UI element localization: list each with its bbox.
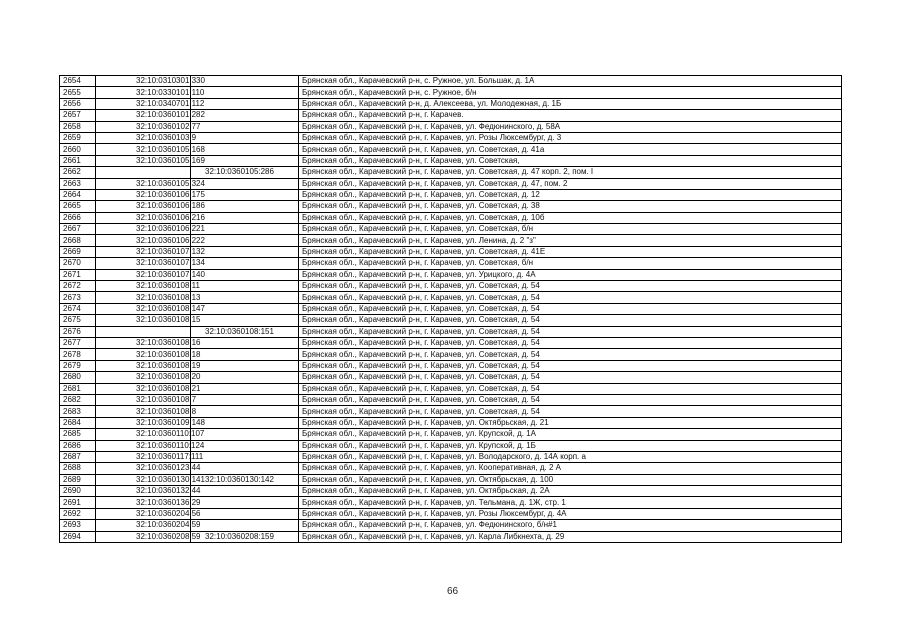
table-row: [60, 269, 842, 280]
linked-cadastral-number-cell: [191, 429, 299, 440]
address-cell: Брянская обл., Карачевский р-н, г. Карачев, ул. Советская, д. 54: [299, 383, 842, 394]
address-cell: Брянская обл., Карачевский р-н, г. Карачев, ул. Розы Люксембург, д. 4А: [299, 508, 842, 519]
row-number-cell: 2670: [60, 258, 96, 269]
linked-cadastral-number-cell: [191, 246, 299, 257]
table-row: [60, 110, 842, 121]
cadastral-number-cell: 32:10:0360106:221: [96, 224, 191, 235]
table-row: [60, 497, 842, 508]
linked-cadastral-number-cell: [191, 486, 299, 497]
cadastral-number-cell: 32:10:0360108:147: [96, 303, 191, 314]
row-number-cell: 2690: [60, 486, 96, 497]
row-number-cell: 2678: [60, 349, 96, 360]
address-cell: Брянская обл., Карачевский р-н, г. Карачев, ул. Советская, д. 54: [299, 394, 842, 405]
row-number-cell: 2673: [60, 292, 96, 303]
address-cell: Брянская обл., Карачевский р-н, г. Карачев, ул. Советская, д. 47, пом. 2: [299, 178, 842, 189]
row-number-cell: 2654: [60, 76, 96, 87]
table-row: [60, 429, 842, 440]
table-row: [60, 349, 842, 360]
address-cell: Брянская обл., Карачевский р-н, г. Карачев, ул. Советская, д. 54: [299, 326, 842, 337]
address-cell: Брянская обл., Карачевский р-н, г. Карачев, ул. Володарского, д. 14А корп. а: [299, 451, 842, 462]
address-cell: Брянская обл., Карачевский р-н, г. Карачев, ул. Советская, д. 54: [299, 315, 842, 326]
linked-cadastral-number-cell: [191, 383, 299, 394]
table-row: [60, 235, 842, 246]
cadastral-number-cell: 32:10:0360108:19: [96, 360, 191, 371]
table-row: [60, 189, 842, 200]
table-row: [60, 326, 842, 337]
linked-cadastral-number-cell: [191, 451, 299, 462]
linked-cadastral-number-cell: [191, 463, 299, 474]
cadastral-number-cell: 32:10:0360108:20: [96, 372, 191, 383]
linked-cadastral-number-cell: [191, 281, 299, 292]
table-row: [60, 155, 842, 166]
address-cell: Брянская обл., Карачевский р-н, г. Карачев, ул. Розы Люксембург, д. 3: [299, 132, 842, 143]
cadastral-number-cell: 32:10:0360136:29: [96, 497, 191, 508]
linked-cadastral-number-cell: [191, 132, 299, 143]
row-number-cell: 2691: [60, 497, 96, 508]
cadastral-number-cell: 32:10:0360107:140: [96, 269, 191, 280]
linked-cadastral-number-cell: [191, 224, 299, 235]
table-row: [60, 258, 842, 269]
address-cell: Брянская обл., Карачевский р-н, д. Алексеева, ул. Молодежная, д. 1Б: [299, 98, 842, 109]
row-number-cell: 2666: [60, 212, 96, 223]
table-row: [60, 394, 842, 405]
linked-cadastral-number-cell: [191, 406, 299, 417]
table-row: [60, 167, 842, 178]
linked-cadastral-number-cell: [191, 520, 299, 531]
table-row: [60, 303, 842, 314]
linked-cadastral-number-cell: [191, 98, 299, 109]
table-row: [60, 486, 842, 497]
row-number-cell: 2671: [60, 269, 96, 280]
cadastral-number-cell: 32:10:0360106:222: [96, 235, 191, 246]
cadastral-number-cell: 32:10:0340701:112: [96, 98, 191, 109]
row-number-cell: 2656: [60, 98, 96, 109]
cadastral-number-cell: 32:10:0360204:59: [96, 520, 191, 531]
linked-cadastral-number-cell: [191, 508, 299, 519]
cadastral-number-cell: 32:10:0360108:7: [96, 394, 191, 405]
linked-cadastral-number-cell: 32:10:0360108:151: [191, 326, 299, 337]
row-number-cell: 2693: [60, 520, 96, 531]
address-cell: Брянская обл., Карачевский р-н, г. Карачев, ул. Тельмана, д. 1Ж, стр. 1: [299, 497, 842, 508]
linked-cadastral-number-cell: 32:10:0360130:142: [191, 474, 299, 485]
row-number-cell: 2655: [60, 87, 96, 98]
linked-cadastral-number-cell: [191, 201, 299, 212]
table-row: [60, 474, 842, 485]
linked-cadastral-number-cell: [191, 178, 299, 189]
table-row: [60, 292, 842, 303]
address-cell: Брянская обл., Карачевский р-н, г. Карачев, ул. Советская, д. 41а: [299, 144, 842, 155]
row-number-cell: 2680: [60, 372, 96, 383]
address-cell: Брянская обл., Карачевский р-н, г. Карачев, ул. Советская, д. 54: [299, 292, 842, 303]
cadastral-number-cell: 32:10:0360110:124: [96, 440, 191, 451]
cadastral-number-cell: 32:10:0360109:148: [96, 417, 191, 428]
address-cell: Брянская обл., Карачевский р-н, г. Карачев, ул. Советская, д. 12: [299, 189, 842, 200]
cadastral-number-cell: 32:10:0360108:13: [96, 292, 191, 303]
address-cell: Брянская обл., Карачевский р-н, г. Карачев, ул. Советская, д. 47 корп. 2, пом. I: [299, 167, 842, 178]
row-number-cell: 2661: [60, 155, 96, 166]
cadastral-number-cell: [96, 167, 191, 178]
linked-cadastral-number-cell: [191, 372, 299, 383]
table-row: [60, 406, 842, 417]
row-number-cell: 2681: [60, 383, 96, 394]
row-number-cell: 2684: [60, 417, 96, 428]
table-row: [60, 337, 842, 348]
address-cell: Брянская обл., Карачевский р-н, г. Карачев, ул. Крупской, д. 1А: [299, 429, 842, 440]
address-cell: Брянская обл., Карачевский р-н, г. Карачев, ул. Крупской, д. 1Б: [299, 440, 842, 451]
cadastral-number-cell: 32:10:0360132:44: [96, 486, 191, 497]
table-body: [60, 76, 842, 543]
table-row: [60, 212, 842, 223]
cadastral-number-cell: 32:10:0360106:216: [96, 212, 191, 223]
row-number-cell: 2665: [60, 201, 96, 212]
linked-cadastral-number-cell: [191, 110, 299, 121]
address-cell: Брянская обл., Карачевский р-н, г. Карачев, ул. Советская,: [299, 155, 842, 166]
cadastral-number-cell: 32:10:0310301:330: [96, 76, 191, 87]
linked-cadastral-number-cell: [191, 189, 299, 200]
row-number-cell: 2675: [60, 315, 96, 326]
cadastral-number-cell: 32:10:0360108:21: [96, 383, 191, 394]
row-number-cell: 2668: [60, 235, 96, 246]
address-cell: Брянская обл., Карачевский р-н, г. Карачев, ул. Ленина, д. 2 "з": [299, 235, 842, 246]
linked-cadastral-number-cell: [191, 121, 299, 132]
address-cell: Брянская обл., Карачевский р-н, г. Карачев, ул. Советская, д. 54: [299, 303, 842, 314]
cadastral-number-cell: 32:10:0360108:8: [96, 406, 191, 417]
linked-cadastral-number-cell: [191, 315, 299, 326]
row-number-cell: 2674: [60, 303, 96, 314]
table-row: [60, 144, 842, 155]
address-cell: Брянская обл., Карачевский р-н, с. Ружное, ул. Большак, д. 1А: [299, 76, 842, 87]
address-cell: Брянская обл., Карачевский р-н, г. Карачев, ул. Советская, д. 54: [299, 372, 842, 383]
table-row: [60, 463, 842, 474]
address-cell: Брянская обл., Карачевский р-н, с. Ружное, б/н: [299, 87, 842, 98]
row-number-cell: 2682: [60, 394, 96, 405]
linked-cadastral-number-cell: [191, 292, 299, 303]
table-row: [60, 98, 842, 109]
cadastral-number-cell: 32:10:0360204:56: [96, 508, 191, 519]
row-number-cell: 2660: [60, 144, 96, 155]
property-table: [59, 75, 842, 543]
address-cell: Брянская обл., Карачевский р-н, г. Карачев, ул. Советская, д. 54: [299, 281, 842, 292]
cadastral-number-cell: 32:10:0360117:111: [96, 451, 191, 462]
address-cell: Брянская обл., Карачевский р-н, г. Карачев, ул. Советская, д. 54: [299, 337, 842, 348]
table-row: [60, 281, 842, 292]
row-number-cell: 2688: [60, 463, 96, 474]
linked-cadastral-number-cell: [191, 337, 299, 348]
linked-cadastral-number-cell: [191, 212, 299, 223]
cadastral-number-cell: 32:10:0360108:11: [96, 281, 191, 292]
address-cell: Брянская обл., Карачевский р-н, г. Карачев, ул. Федюнинского, д. 58А: [299, 121, 842, 132]
table-row: [60, 451, 842, 462]
row-number-cell: 2663: [60, 178, 96, 189]
linked-cadastral-number-cell: [191, 155, 299, 166]
address-cell: Брянская обл., Карачевский р-н, г. Карачев, ул. Карла Либкнехта, д. 29: [299, 531, 842, 542]
table-row: [60, 132, 842, 143]
cadastral-number-cell: 32:10:0360103:9: [96, 132, 191, 143]
table-row: [60, 360, 842, 371]
row-number-cell: 2669: [60, 246, 96, 257]
table-row: [60, 121, 842, 132]
table-row: [60, 520, 842, 531]
address-cell: Брянская обл., Карачевский р-н, г. Карачев.: [299, 110, 842, 121]
row-number-cell: 2664: [60, 189, 96, 200]
cadastral-number-cell: 32:10:0330101:110: [96, 87, 191, 98]
linked-cadastral-number-cell: [191, 349, 299, 360]
linked-cadastral-number-cell: [191, 269, 299, 280]
row-number-cell: 2687: [60, 451, 96, 462]
linked-cadastral-number-cell: [191, 417, 299, 428]
address-cell: Брянская обл., Карачевский р-н, г. Карачев, ул. Советская, д. 41Е: [299, 246, 842, 257]
cadastral-number-cell: 32:10:0360123:44: [96, 463, 191, 474]
linked-cadastral-number-cell: [191, 235, 299, 246]
row-number-cell: 2689: [60, 474, 96, 485]
table-row: [60, 178, 842, 189]
row-number-cell: 2685: [60, 429, 96, 440]
table-row: [60, 224, 842, 235]
address-cell: Брянская обл., Карачевский р-н, г. Карачев, ул. Советская, б/н: [299, 258, 842, 269]
address-cell: Брянская обл., Карачевский р-н, г. Карачев, ул. Советская, б/н: [299, 224, 842, 235]
row-number-cell: 2692: [60, 508, 96, 519]
table-row: [60, 383, 842, 394]
row-number-cell: 2658: [60, 121, 96, 132]
row-number-cell: 2683: [60, 406, 96, 417]
row-number-cell: 2677: [60, 337, 96, 348]
row-number-cell: 2694: [60, 531, 96, 542]
linked-cadastral-number-cell: [191, 144, 299, 155]
address-cell: Брянская обл., Карачевский р-н, г. Карачев, ул. Октябрьская, д. 2А: [299, 486, 842, 497]
cadastral-number-cell: 32:10:0360108:18: [96, 349, 191, 360]
row-number-cell: 2659: [60, 132, 96, 143]
cadastral-number-cell: 32:10:0360106:186: [96, 201, 191, 212]
row-number-cell: 2686: [60, 440, 96, 451]
linked-cadastral-number-cell: [191, 87, 299, 98]
cadastral-number-cell: 32:10:0360105:169: [96, 155, 191, 166]
address-cell: Брянская обл., Карачевский р-н, г. Карачев, ул. Советская, д. 10б: [299, 212, 842, 223]
table-row: [60, 372, 842, 383]
address-cell: Брянская обл., Карачевский р-н, г. Карачев, ул. Советская, д. 54: [299, 349, 842, 360]
cadastral-number-cell: 32:10:0360107:132: [96, 246, 191, 257]
cadastral-number-cell: 32:10:0360102:77: [96, 121, 191, 132]
cadastral-number-cell: 32:10:0360130:141: [96, 474, 191, 485]
cadastral-number-cell: 32:10:0360107:134: [96, 258, 191, 269]
table-row: [60, 440, 842, 451]
cadastral-number-cell: 32:10:0360208:59: [96, 531, 191, 542]
cadastral-number-cell: 32:10:0360101:282: [96, 110, 191, 121]
row-number-cell: 2676: [60, 326, 96, 337]
table-row: [60, 87, 842, 98]
address-cell: Брянская обл., Карачевский р-н, г. Карачев, ул. Октябрьская, д. 100: [299, 474, 842, 485]
address-cell: Брянская обл., Карачевский р-н, г. Карачев, ул. Урицкого, д. 4А: [299, 269, 842, 280]
address-cell: Брянская обл., Карачевский р-н, г. Карачев, ул. Октябрьская, д. 21: [299, 417, 842, 428]
table-row: [60, 315, 842, 326]
cadastral-number-cell: [96, 326, 191, 337]
cadastral-number-cell: 32:10:0360108:16: [96, 337, 191, 348]
linked-cadastral-number-cell: [191, 497, 299, 508]
linked-cadastral-number-cell: [191, 440, 299, 451]
row-number-cell: 2672: [60, 281, 96, 292]
row-number-cell: 2679: [60, 360, 96, 371]
address-cell: Брянская обл., Карачевский р-н, г. Карачев, ул. Советская, д. 54: [299, 406, 842, 417]
linked-cadastral-number-cell: 32:10:0360208:159: [191, 531, 299, 542]
linked-cadastral-number-cell: [191, 303, 299, 314]
table-row: [60, 508, 842, 519]
row-number-cell: 2657: [60, 110, 96, 121]
table-row: [60, 76, 842, 87]
page-number: 66: [446, 586, 459, 597]
cadastral-number-cell: 32:10:0360106:175: [96, 189, 191, 200]
cadastral-number-cell: 32:10:0360105:324: [96, 178, 191, 189]
address-cell: Брянская обл., Карачевский р-н, г. Карачев, ул. Кооперативная, д. 2 А: [299, 463, 842, 474]
table-row: [60, 201, 842, 212]
address-cell: Брянская обл., Карачевский р-н, г. Карачев, ул. Советская, д. 54: [299, 360, 842, 371]
linked-cadastral-number-cell: [191, 258, 299, 269]
table-row: [60, 417, 842, 428]
cadastral-number-cell: 32:10:0360110:107: [96, 429, 191, 440]
table-row: [60, 246, 842, 257]
row-number-cell: 2662: [60, 167, 96, 178]
address-cell: Брянская обл., Карачевский р-н, г. Карачев, ул. Советская, д. 38: [299, 201, 842, 212]
linked-cadastral-number-cell: [191, 394, 299, 405]
linked-cadastral-number-cell: [191, 360, 299, 371]
cadastral-number-cell: 32:10:0360108:15: [96, 315, 191, 326]
cadastral-number-cell: 32:10:0360105:168: [96, 144, 191, 155]
linked-cadastral-number-cell: [191, 76, 299, 87]
table-row: [60, 531, 842, 542]
linked-cadastral-number-cell: 32:10:0360105:286: [191, 167, 299, 178]
address-cell: Брянская обл., Карачевский р-н, г. Карачев, ул. Федюнинского, б/н#1: [299, 520, 842, 531]
row-number-cell: 2667: [60, 224, 96, 235]
